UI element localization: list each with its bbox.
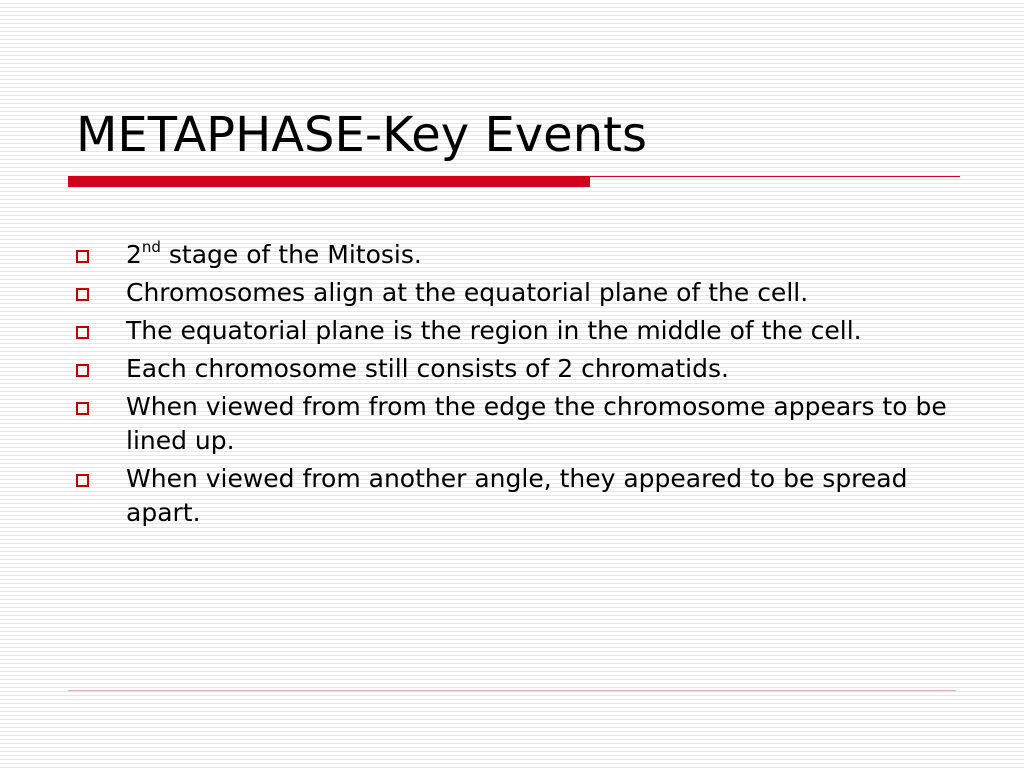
list-item bbox=[76, 390, 966, 458]
bullet-text bbox=[126, 238, 966, 272]
bullet-text: When viewed from another angle, they appeared to be spread apart. bbox=[126, 464, 908, 527]
title-underline-thin bbox=[590, 176, 960, 177]
hollow-square-bullet-icon bbox=[76, 474, 89, 487]
hollow-square-bullet-icon bbox=[76, 288, 89, 301]
bullet-list bbox=[76, 238, 966, 534]
hollow-square-bullet-icon bbox=[76, 326, 89, 339]
bullet-text: Each chromosome still consists of 2 chromatids. bbox=[126, 354, 729, 383]
list-item bbox=[76, 352, 966, 386]
title-underline-thick bbox=[68, 176, 590, 187]
list-item bbox=[76, 314, 966, 348]
bullet-text: Chromosomes align at the equatorial plane of the cell. bbox=[126, 278, 809, 307]
bullet-text: When viewed from from the edge the chromosome appears to be lined up. bbox=[126, 392, 947, 455]
list-item bbox=[76, 462, 966, 530]
bullet-ordinal-number: 2 bbox=[126, 240, 142, 269]
footer-divider bbox=[68, 690, 956, 691]
bullet-ordinal-suffix: nd bbox=[141, 237, 161, 256]
list-item bbox=[76, 276, 966, 310]
hollow-square-bullet-icon bbox=[76, 250, 89, 263]
bullet-text: The equatorial plane is the region in the middle of the cell. bbox=[126, 316, 862, 345]
hollow-square-bullet-icon bbox=[76, 402, 89, 415]
list-item bbox=[76, 238, 966, 272]
bullet-text-rest: stage of the Mitosis. bbox=[160, 240, 422, 269]
hollow-square-bullet-icon bbox=[76, 364, 89, 377]
slide-title: METAPHASE-Key Events bbox=[76, 107, 647, 163]
